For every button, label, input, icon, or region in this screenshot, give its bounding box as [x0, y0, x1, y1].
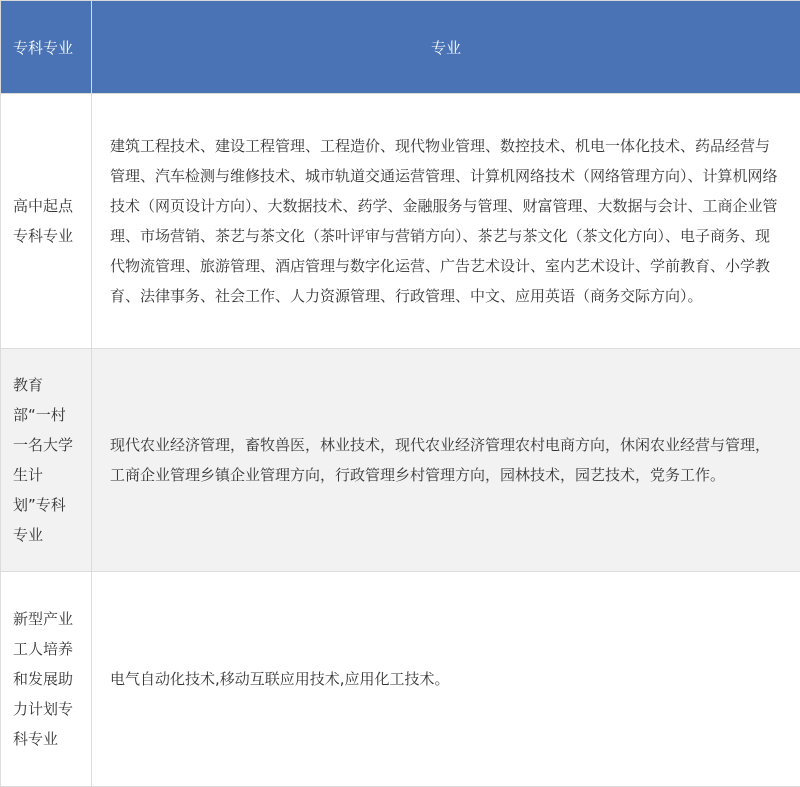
header-majors: 专业 [92, 1, 800, 94]
table-row [1, 572, 800, 787]
header-category: 专科专业 [1, 1, 92, 94]
table-row [1, 349, 800, 572]
header-row [1, 1, 800, 94]
table-header [1, 1, 800, 94]
row-category-cell [1, 572, 92, 787]
row-majors: 现代农业经济管理，畜牧兽医，林业技术，现代农业经济管理农村电商方向，休闲农业经营与管理，工商企业管理乡镇企业管理方向，行政管理乡村管理方向，园林技术，园艺技术，党务工作。 [92, 349, 800, 572]
row-majors: 建筑工程技术、建设工程管理、工程造价、现代物业管理、数控技术、机电一体化技术、药品经营与管理、汽车检测与维修技术、城市轨道交通运营管理、计算机网络技术（网络管理方向）、计算机网络技术（网页设计方向）、大数据技术、药学、金融服务与管理、财富管理、大数据与会计、工商企业管理、市场营销、茶艺与茶文化（茶叶评审与营销方向）、茶艺与茶文化（茶文化方向）、电子商务、现代物流管理、旅游管理、酒店管理与数字化运营、广告艺术设计、室内艺术设计、学前教育、小学教育、法律事务、社会工作、人力资源管理、行政管理、中文、应用英语（商务交际方向）。 [92, 94, 800, 349]
row-category: 高中起点专科专业 [13, 191, 79, 251]
table-body [1, 94, 800, 787]
row-category: 教育部“一村一名大学生计划”专科专业 [13, 370, 79, 550]
row-category-cell [1, 94, 92, 349]
row-majors: 电气自动化技术,移动互联应用技术,应用化工技术。 [92, 572, 800, 787]
table-row [1, 94, 800, 349]
row-category: 新型产业工人培养和发展助力计划专科专业 [13, 604, 79, 754]
row-category-cell [1, 349, 92, 572]
